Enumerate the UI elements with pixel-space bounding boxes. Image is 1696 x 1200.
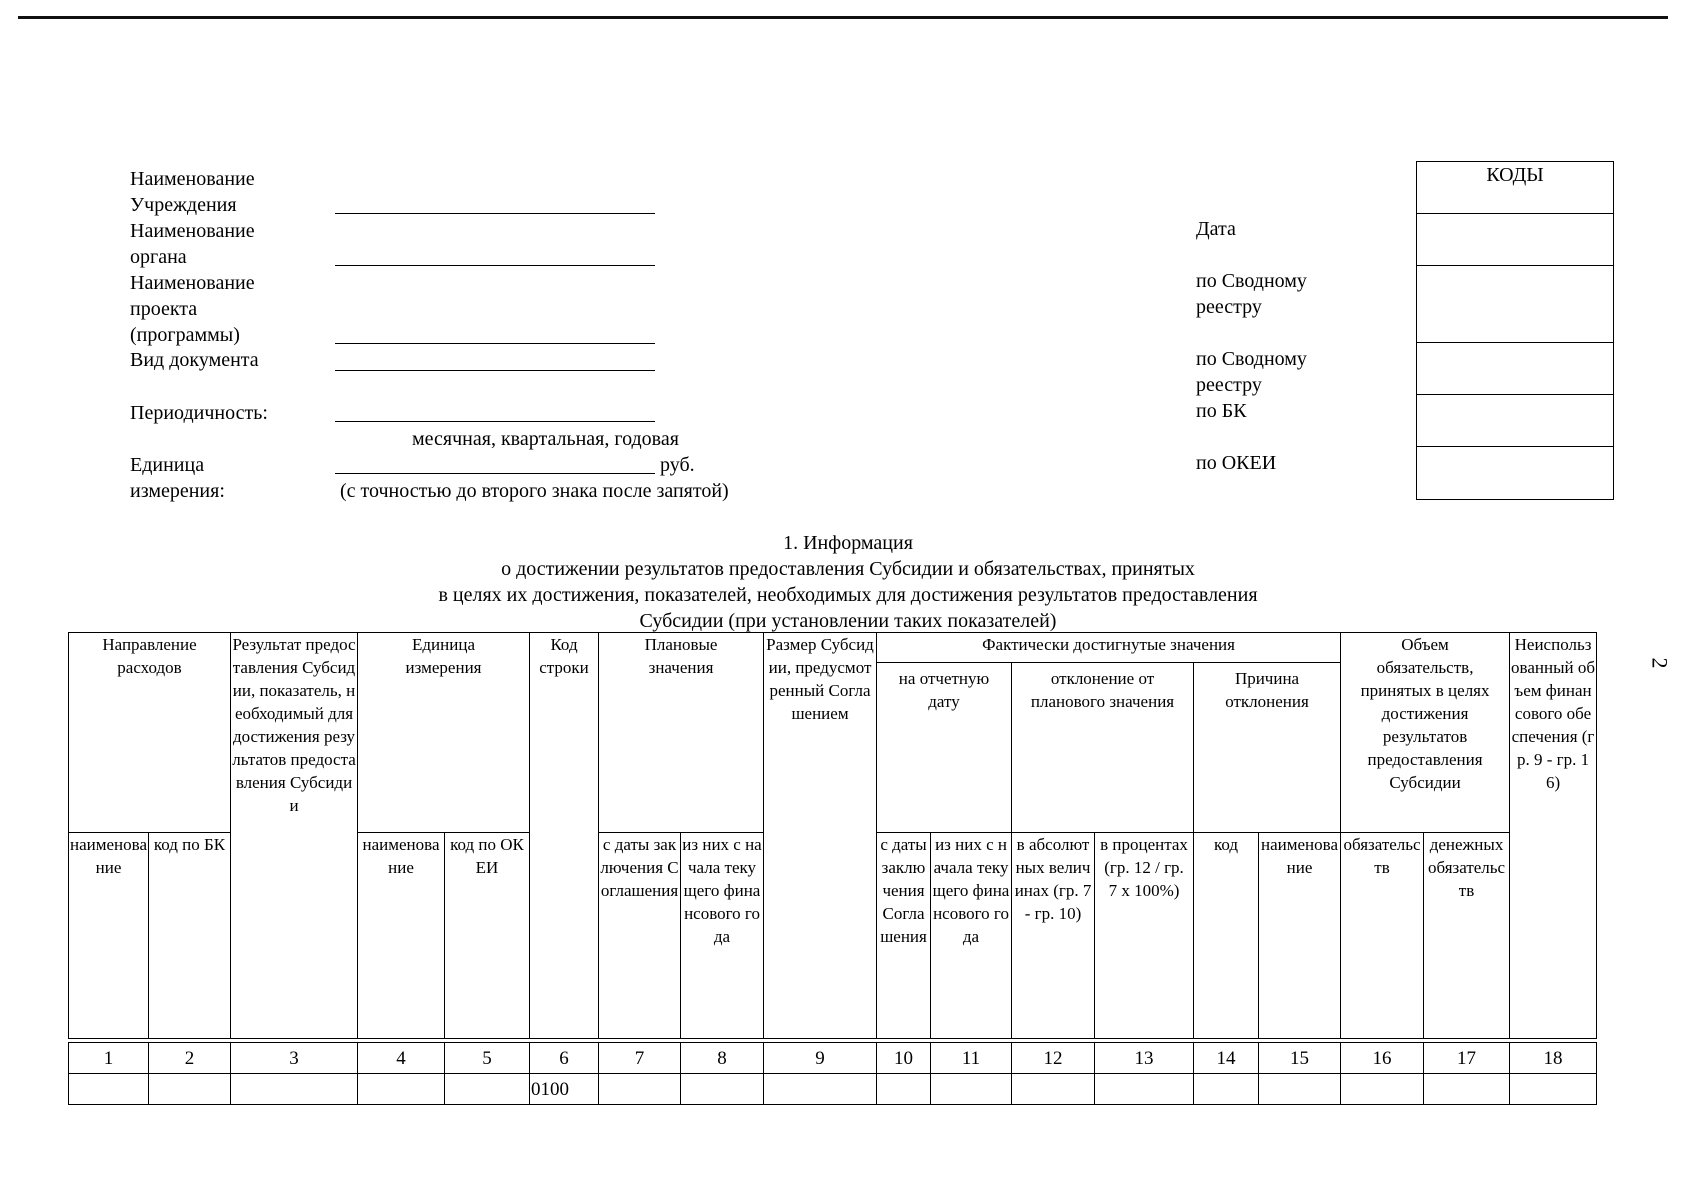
label-bk: по БК [1196, 400, 1247, 422]
header-report-date: на отчетную дату [877, 663, 1012, 833]
table-cell[interactable] [599, 1074, 681, 1105]
sub-col-15: наименование [1259, 833, 1341, 1039]
code-registry-2-cell[interactable] [1417, 343, 1613, 395]
sub-col-17: денежных обязательств [1424, 833, 1510, 1039]
results-table-body [68, 1042, 1597, 1105]
column-number: 10 [877, 1043, 931, 1074]
unit-hint: (с точностью до второго знака после запятой) [340, 480, 729, 502]
periodicity-hint: месячная, квартальная, годовая [412, 428, 679, 450]
table-cell[interactable] [1194, 1074, 1259, 1105]
column-number: 5 [445, 1043, 530, 1074]
top-rule [18, 16, 1668, 19]
table-cell[interactable] [1424, 1074, 1510, 1105]
section-title-text: 1. Информация о достижении результатов предоставления Субсидии и обязательствах, принятых в целях их достижения, показателей, необходимых для достижения результатов предоставления Субсидии (при установлении таких показателей) [438, 532, 1258, 632]
header-obligations: Объем обязательств, принятых в целях достижения результатов предоставления Субсидии [1341, 633, 1510, 833]
sub-col-16: обязательств [1341, 833, 1424, 1039]
label-okei: по ОКЕИ [1196, 452, 1277, 474]
table-cell[interactable] [69, 1074, 149, 1105]
sub-col-7: с даты заключения Соглашения [599, 833, 681, 1039]
column-number: 13 [1095, 1043, 1194, 1074]
header-result: Результат предоставления Субсидии, показатель, необходимый для достижения результатов предоставления Субсидии [231, 633, 358, 1039]
header-deviation: отклонение от планового значения [1012, 663, 1194, 833]
table-cell[interactable] [445, 1074, 530, 1105]
page-number: 2 [1647, 657, 1673, 669]
column-number-row [69, 1043, 1597, 1074]
column-number: 3 [231, 1043, 358, 1074]
column-number: 7 [599, 1043, 681, 1074]
table-cell[interactable] [931, 1074, 1012, 1105]
label-unit: Единица измерения: [130, 454, 225, 502]
header-unused: Неиспользованный объем финансового обеспечения (гр. 9 - гр. 16) [1510, 633, 1597, 1039]
table-cell[interactable] [877, 1074, 931, 1105]
label-date: Дата [1196, 218, 1236, 240]
table-cell[interactable] [149, 1074, 231, 1105]
column-number: 17 [1424, 1043, 1510, 1074]
section-title [0, 530, 1696, 634]
header-plan: Плановые значения [599, 633, 764, 833]
sub-col-4: наименование [358, 833, 445, 1039]
table-cell[interactable] [1012, 1074, 1095, 1105]
header-reason: Причина отклонения [1194, 663, 1341, 833]
table-cell[interactable] [1259, 1074, 1341, 1105]
header-row-code: Код строки [530, 633, 599, 1039]
unit-suffix: руб. [660, 454, 695, 476]
column-number: 15 [1259, 1043, 1341, 1074]
label-organ: Наименование органа [130, 220, 255, 268]
code-date-cell[interactable] [1417, 214, 1613, 266]
institution-field[interactable] [335, 213, 655, 214]
column-number: 8 [681, 1043, 764, 1074]
table-cell[interactable] [1510, 1074, 1597, 1105]
table-cell[interactable] [764, 1074, 877, 1105]
table-cell[interactable] [358, 1074, 445, 1105]
sub-col-11: из них с начала текущего финансового года [931, 833, 1012, 1039]
label-institution: Наименование Учреждения [130, 168, 255, 216]
sub-col-10: с даты заключения Соглашения [877, 833, 931, 1039]
codes-title: КОДЫ [1417, 162, 1613, 214]
organ-field[interactable] [335, 265, 655, 266]
sub-col-1: наименование [69, 833, 149, 1039]
label-project: Наименование проекта (программы) [130, 272, 255, 346]
column-number: 16 [1341, 1043, 1424, 1074]
column-number: 1 [69, 1043, 149, 1074]
codes-box [1416, 161, 1614, 500]
sub-col-5: код по ОКЕИ [445, 833, 530, 1039]
column-number: 11 [931, 1043, 1012, 1074]
header-actual: Фактически достигнутые значения [877, 633, 1341, 663]
unit-field[interactable] [335, 473, 655, 474]
sub-col-12: в абсолютных величинах (гр. 7 - гр. 10) [1012, 833, 1095, 1039]
sub-col-2: код по БК [149, 833, 231, 1039]
column-number: 18 [1510, 1043, 1597, 1074]
table-cell[interactable] [1095, 1074, 1194, 1105]
header-subsidy-size: Размер Субсидии, предусмотренный Соглашением [764, 633, 877, 1039]
column-number: 9 [764, 1043, 877, 1074]
code-registry-1-cell[interactable] [1417, 266, 1613, 343]
code-okei-cell[interactable] [1417, 447, 1613, 499]
column-number: 2 [149, 1043, 231, 1074]
results-table-header [68, 632, 1597, 1039]
table-row [69, 1074, 1597, 1105]
sub-col-13: в процентах (гр. 12 / гр. 7 x 100%) [1095, 833, 1194, 1039]
row-code-cell: 0100 [530, 1074, 599, 1105]
sub-col-8: из них с начала текущего финансового года [681, 833, 764, 1039]
header-unit: Единица измерения [358, 633, 530, 833]
header-expense: Направление расходов [69, 633, 231, 833]
code-bk-cell[interactable] [1417, 395, 1613, 447]
label-periodicity: Периодичность: [130, 402, 268, 424]
column-number: 6 [530, 1043, 599, 1074]
table-cell[interactable] [681, 1074, 764, 1105]
project-field[interactable] [335, 343, 655, 344]
table-cell[interactable] [1341, 1074, 1424, 1105]
sub-col-14: код [1194, 833, 1259, 1039]
label-registry-2: по Сводному реестру [1196, 348, 1307, 396]
column-number: 12 [1012, 1043, 1095, 1074]
periodicity-field[interactable] [335, 421, 655, 422]
label-registry-1: по Сводному реестру [1196, 270, 1307, 318]
doc-type-field[interactable] [335, 370, 655, 371]
label-doc-type: Вид документа [130, 349, 259, 371]
table-cell[interactable] [231, 1074, 358, 1105]
column-number: 14 [1194, 1043, 1259, 1074]
column-number: 4 [358, 1043, 445, 1074]
